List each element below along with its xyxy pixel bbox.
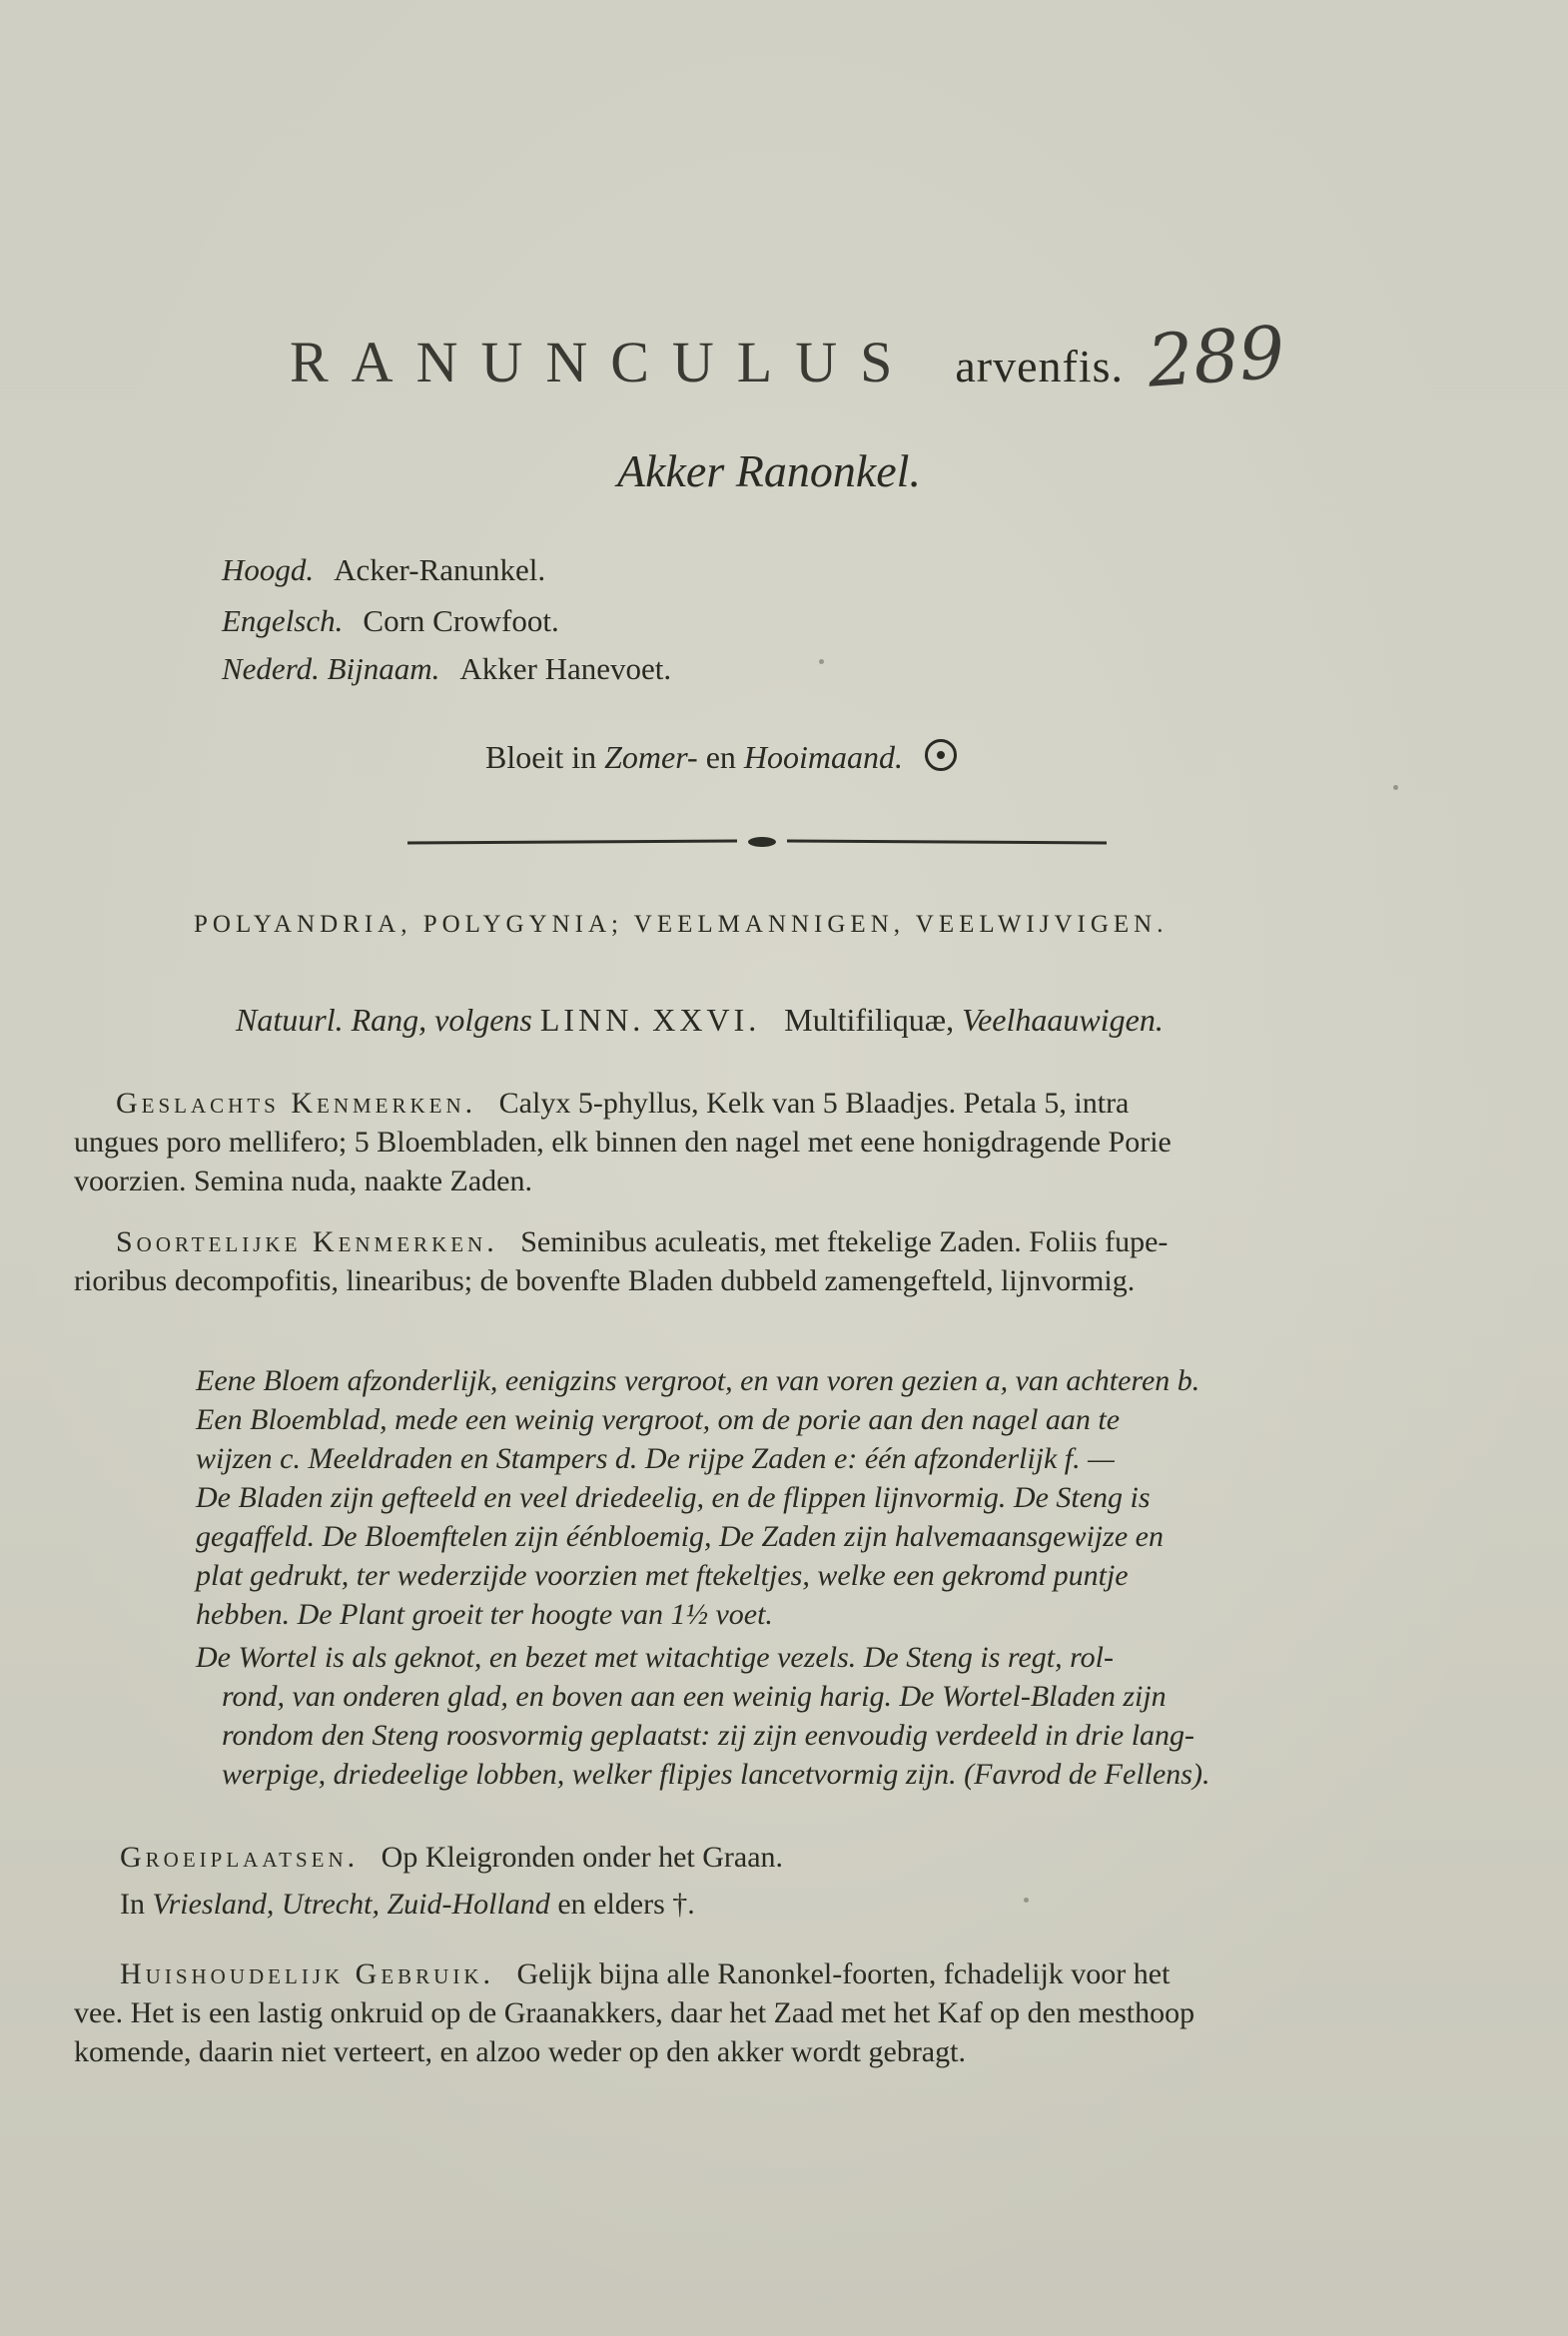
habitat-line-1 (120, 1838, 783, 1877)
natural-rank (236, 1002, 1164, 1039)
desc-line: rondom den Steng roosvormig geplaatst: zij zijn eenvoudig verdeeld in drie lang- (222, 1719, 1195, 1752)
dutch-name: Akker Ranonkel. (617, 445, 921, 496)
flowering-line (485, 739, 957, 776)
paper-speck (1024, 1898, 1029, 1903)
name-label: Nederd. Bijnaam. (222, 651, 440, 686)
habitat (120, 1838, 783, 1924)
use-text: Gelijk bijna alle Ranonkel-foorten, fchadelijk voor het (516, 1957, 1171, 1990)
annual-symbol-icon (925, 739, 957, 771)
desc-line: De Bladen zijn gefteeld en veel driedeelig, en de flippen lijnvormig. De Steng is (196, 1481, 1151, 1514)
habitat-heading: Groeiplaatsen. (120, 1841, 360, 1874)
plant-description (196, 1638, 1209, 1794)
rank-number: XXVI. (652, 1002, 761, 1038)
desc-line: wijzen c. Meeldraden en Stampers d. De rijpe Zaden e: één afzonderlijk f. — (196, 1442, 1115, 1475)
species-name: arvenfis. (955, 341, 1125, 391)
use-line-1 (74, 1954, 1462, 1993)
name-hoogd (222, 552, 545, 588)
habitat-suffix: en elders †. (557, 1888, 695, 1921)
desc-line: Een Bloemblad, mede een weinig vergroot, om de porie aan den nagel aan te (196, 1403, 1121, 1436)
flowering-month2: Hooimaand. (743, 739, 903, 775)
habitat-text: Op Kleigronden onder het Graan. (381, 1841, 784, 1874)
desc-line: Eene Bloem afzonderlijk, eenigzins vergroot, en van voren gezien a, van achteren b. (196, 1364, 1200, 1397)
name-label: Hoogd. (222, 552, 315, 587)
figure-description (196, 1361, 1199, 1634)
desc-line: De Wortel is als geknot, en bezet met witachtige vezels. De Steng is regt, rol- (196, 1641, 1114, 1674)
use-line-3: komende, daarin niet verteert, en alzoo weder op den akker wordt gebragt. (74, 2035, 966, 2068)
habitat-prefix: In (120, 1888, 145, 1921)
species-characters (74, 1222, 1452, 1300)
desc-line: hebben. De Plant groeit ter hoogte van 1½ voet. (196, 1598, 773, 1631)
genus-characters (74, 1084, 1452, 1200)
desc-line: werpige, driedeelige lobben, welker flipjes lancetvormig zijn. (Favrod de Fellens). (222, 1758, 1210, 1791)
name-engelsch (222, 603, 559, 639)
paper-speck (1393, 785, 1398, 790)
flowering-month1: Zomer- (604, 739, 698, 775)
name-value: Akker Hanevoet. (459, 651, 672, 686)
name-label: Engelsch. (222, 603, 344, 638)
rank-latin: Multifiliquæ, (784, 1002, 955, 1038)
handwritten-number: 289 (1145, 310, 1288, 403)
genus-line-3: voorzien. Semina nuda, naakte Zaden. (74, 1165, 532, 1197)
ornamental-divider (407, 835, 1107, 849)
habitat-places: Vriesland, Utrecht, Zuid-Holland (152, 1888, 550, 1921)
species-line-1 (74, 1222, 1452, 1261)
genus-heading: Geslachts Kenmerken. (116, 1087, 477, 1120)
rank-linn: LINN. (539, 1002, 645, 1038)
paper-speck (819, 659, 824, 664)
habitat-line-2 (120, 1885, 783, 1924)
rank-dutch: Veelhaauwigen. (962, 1002, 1164, 1038)
name-nederd (222, 651, 671, 687)
use-heading: Huishoudelijk Gebruik. (120, 1957, 494, 1990)
rank-label: Natuurl. Rang, volgens (236, 1002, 532, 1038)
name-value: Acker-Ranunkel. (334, 552, 546, 587)
desc-line: plat gedrukt, ter wederzijde voorzien met ftekeltjes, welke een gekromd puntje (196, 1559, 1129, 1592)
flowering-prefix: Bloeit in (485, 739, 597, 775)
household-use (74, 1954, 1462, 2071)
species-text: Seminibus aculeatis, met ftekelige Zaden. Foliis fupe- (520, 1225, 1169, 1258)
flowering-connector: en (705, 739, 736, 775)
name-value: Corn Crowfoot. (363, 603, 559, 638)
genus-text: Calyx 5-phyllus, Kelk van 5 Blaadjes. Petala 5, intra (498, 1087, 1130, 1120)
desc-line: rond, van onderen glad, en boven aan een weinig harig. De Wortel-Bladen zijn (222, 1680, 1167, 1713)
desc-line: gegaffeld. De Bloemftelen zijn éénbloemig, De Zaden zijn halvemaansgewijze en (196, 1520, 1164, 1553)
species-line-2: rioribus decompofitis, linearibus; de bovenfte Bladen dubbeld zamengefteld, lijnvormig. (74, 1264, 1136, 1297)
title-row (290, 310, 1288, 403)
genus-title: RANUNCULUS (290, 330, 916, 394)
genus-line-1 (74, 1084, 1452, 1123)
genus-line-2: ungues poro mellifero; 5 Bloembladen, elk binnen den nagel met eene honigdragende Porie (74, 1126, 1172, 1159)
species-heading: Soortelijke Kenmerken. (116, 1225, 498, 1258)
use-line-2: vee. Het is een lastig onkruid op de Graanakkers, daar het Zaad met het Kaf op den mesthoop (74, 1996, 1195, 2029)
linnaean-class: POLYANDRIA, POLYGYNIA; VEELMANNIGEN, VEELWIJVIGEN. (194, 911, 1169, 938)
